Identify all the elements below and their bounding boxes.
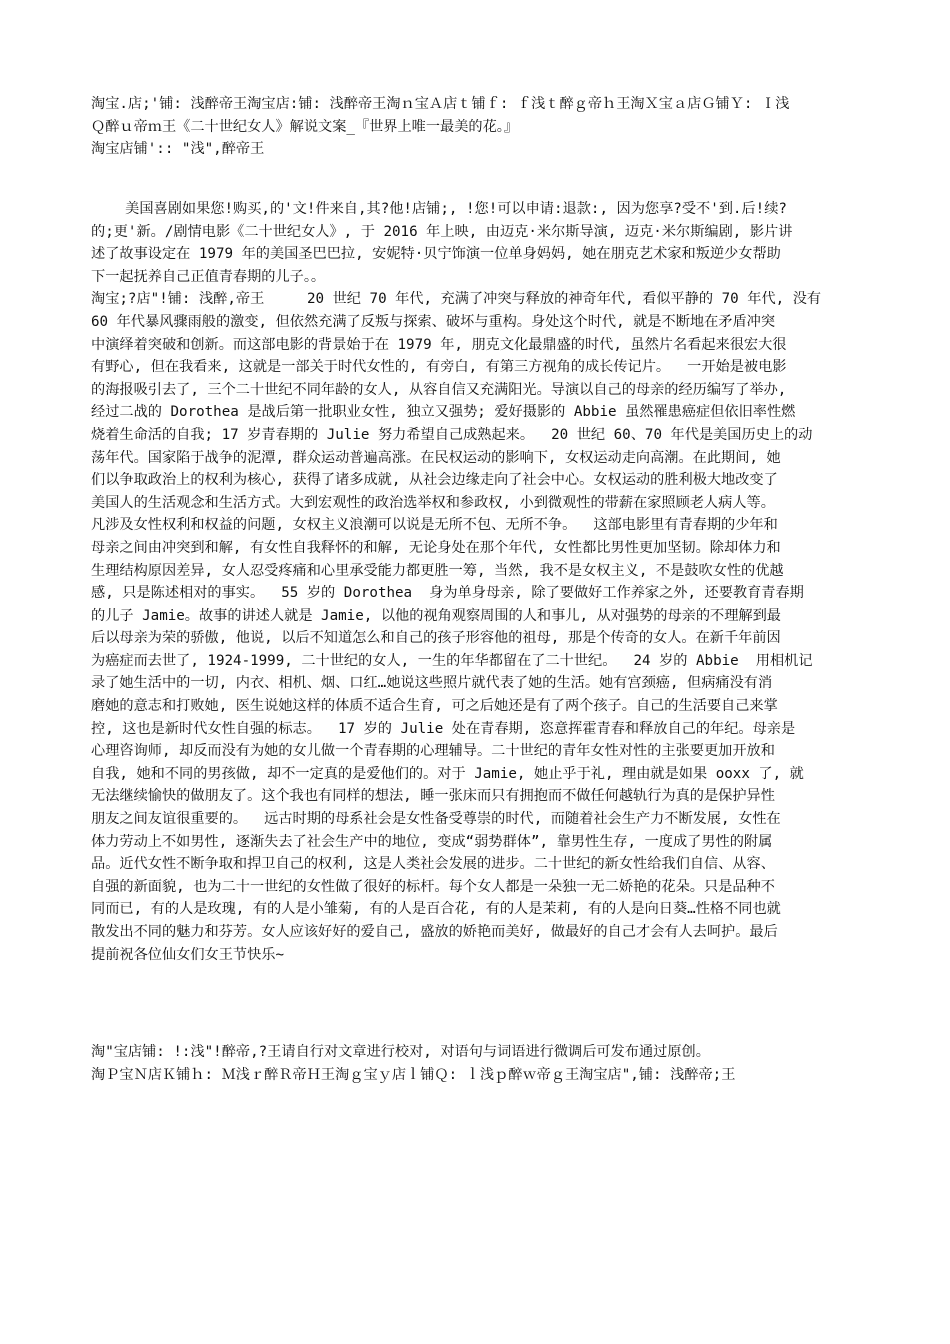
body-line: 控, 这也是新时代女性自强的标志。 17 岁的 Julie 处在青春期, 恣意挥霍青春和释放自己的年纪。母亲是 — [91, 720, 796, 737]
body-line: 们以争取政治上的权利为核心, 获得了诸多成就, 从社会边缘走向了社会中心。女权运动的胜利极大地改变了 — [91, 472, 778, 489]
body-line: 感, 只是陈述相对的事实。 55 岁的 Dorothea 身为单身母亲, 除了要做好工作养家之外, 还要教育青春期 — [91, 585, 804, 602]
body-line: 的儿子 Jamie。故事的讲述人就是 Jamie, 以他的视角观察周围的人和事儿, 从对强势的母亲的不理解到最 — [91, 607, 781, 624]
body-line: 的海报吸引去了, 三个二十世纪不同年龄的女人, 从容自信又充满阳光。导演以自己的母亲的经历编写了举办, — [91, 381, 787, 398]
body-line: 美国喜剧如果您!购买,的'文!件来自,其?他!店铺;, !您!可以申请:退款:, 因为您享?受不'到.后!续? — [91, 201, 787, 217]
header-block — [91, 93, 867, 161]
body-line: 同而已, 有的人是玫瑰, 有的人是小雏菊, 有的人是百合花, 有的人是茉莉, 有的人是向日葵…性格不同也就 — [91, 901, 781, 918]
body-line: 无法继续愉快的做朋友了。这个我也有同样的想法, 睡一张床而只有拥抱而不做任何越轨行为真的是保护异性 — [91, 788, 775, 805]
body-line: 心理咨询师, 却反而没有为她的女儿做一个青春期的心理辅导。二十世纪的青年女性对性的主张要更加开放和 — [91, 743, 775, 760]
body-line: 60 年代暴风骤雨般的激变, 但依然充满了反叛与探索、破坏与重构。身处这个时代, 就是不断地在矛盾冲突 — [91, 313, 776, 330]
body-line: 自强的新面貌, 也为二十一世纪的女性做了很好的标杆。每个女人都是一朵独一无二娇艳的花朵。只是品种不 — [91, 878, 775, 895]
body-line: 中演绎着突破和创新。而这部电影的背景始于在 1979 年, 朋克文化最鼎盛的时代, 虽然片名看起来很宏大很 — [91, 336, 787, 353]
body-line: 生理结构原因差异, 女人忍受疼痛和心里承受能力都更胜一筹, 当然, 我不是女权主义, 不是鼓吹女性的优越 — [91, 562, 784, 579]
body-line: 的;更'新。/剧情电影《二十世纪女人》, 于 2016 年上映, 由迈克·米尔斯导演, 迈克·米尔斯编剧, 影片讲 — [91, 223, 793, 240]
body-line: 录了她生活中的一切, 内衣、相机、烟、口红…她说这些照片就代表了她的生活。她有宫颈癌, 但病痛没有消 — [91, 675, 773, 692]
body-line: 为癌症而去世了, 1924-1999, 二十世纪的女人, 一生的年华都留在了二十世纪。 24 岁的 Abbie 用相机记 — [91, 652, 813, 669]
article-body — [91, 198, 867, 966]
header-line: 淘宝.店;'铺: 浅醉帝王淘宝店:铺: 浅醉帝王淘ｎ宝Ａ店ｔ铺ｆ: ｆ浅ｔ醉ｇ帝ｈ王淘Ｘ宝ａ店Ｇ铺Ｙ: Ｉ浅 — [91, 96, 790, 112]
body-line: 体力劳动上不如男性, 逐渐失去了社会生产中的地位, 变成“弱势群体”, 靠男性生存, 一度成了男性的附属 — [91, 833, 773, 850]
body-line: 述了故事设定在 1979 年的美国圣巴巴拉, 安妮特·贝宁饰演一位单身妈妈, 她在朋克艺术家和叛逆少女帮助 — [91, 246, 781, 263]
footer-block — [91, 1041, 867, 1086]
header-line: Ｑ醉ｕ帝ｍ王《二十世纪女人》解说文案_『世界上唯一最美的花。』 — [91, 118, 519, 135]
footer-line: 淘Ｐ宝Ｎ店Ｋ铺ｈ: Ｍ浅ｒ醉Ｒ帝Ｈ王淘ｇ宝ｙ店ｌ铺Ｑ: ｌ浅ｐ醉ｗ帝ｇ王淘宝店",铺: 浅醉帝;王 — [91, 1066, 736, 1083]
body-line: 经过二战的 Dorothea 是战后第一批职业女性, 独立又强势; 爱好摄影的 Abbie 虽然罹患癌症但依旧率性燃 — [91, 404, 796, 421]
body-line: 朋友之间友谊很重要的。 远古时期的母系社会是女性备受尊崇的时代, 而随着社会生产力不断发展, 女性在 — [91, 811, 781, 828]
body-line: 美国人的生活观念和生活方式。大到宏观性的政治选举权和参政权, 小到微观性的带薪在家照顾老人病人等。 — [91, 494, 775, 511]
body-line: 有野心, 但在我看来, 这就是一部关于时代女性的, 有旁白, 有第三方视角的成长传记片。 一开始是被电影 — [91, 359, 787, 376]
header-line: 淘宝店铺':: "浅",醉帝王 — [91, 141, 265, 158]
body-line: 散发出不同的魅力和芬芳。女人应该好好的爱自己, 盛放的娇艳而美好, 做最好的自己才会有人去呵护。最后 — [91, 924, 778, 940]
footer-line: 淘"宝店铺: !:浅"!醉帝,?王请自行对文章进行校对, 对语句与词语进行微调后可发布通过原创。 — [91, 1044, 710, 1060]
body-line: 磨她的意志和打败她, 医生说她这样的体质不适合生育, 可之后她还是有了两个孩子。自己的生活要自己来掌 — [91, 698, 778, 715]
body-line: 后以母亲为荣的骄傲, 他说, 以后不知道怎么和自己的孩子形容他的祖母, 那是个传奇的女人。在新千年前因 — [91, 630, 781, 647]
body-line: 品。近代女性不断争取和捍卫自己的权利, 这是人类社会发展的进步。二十世纪的新女性给我们自信、从容、 — [91, 856, 775, 873]
body-line: 烧着生命活的自我; 17 岁青春期的 Julie 努力希望自己成熟起来。 20 世纪 60、70 年代是美国历史上的动 — [91, 426, 813, 443]
body-line: 下一起抚养自己正值青春期的儿子。。 — [91, 268, 326, 285]
body-line: 荡年代。国家陷于战争的泥潭, 群众运动普遍高涨。在民权运动的影响下, 女权运动走向高潮。在此期间, 她 — [91, 449, 781, 466]
body-line: 淘宝;?店"!铺: 浅醉,帝王 20 世纪 70 年代, 充满了冲突与释放的神奇年代, 看似平静的 70 年代, 没有 — [91, 291, 822, 308]
body-line: 自我, 她和不同的男孩做, 却不一定真的是爱他们的。对于 Jamie, 她止乎于礼, 理由就是如果 ooxx 了, 就 — [91, 765, 804, 782]
body-line: 母亲之间由冲突到和解, 有女性自我释怀的和解, 无论身处在那个年代, 女性都比男性更加坚韧。除却体力和 — [91, 539, 781, 556]
body-line: 提前祝各位仙女们女王节快乐~ — [91, 946, 284, 963]
body-line: 凡涉及女性权利和权益的问题, 女权主义浪潮可以说是无所不包、无所不争。 这部电影里有青春期的少年和 — [91, 517, 778, 534]
